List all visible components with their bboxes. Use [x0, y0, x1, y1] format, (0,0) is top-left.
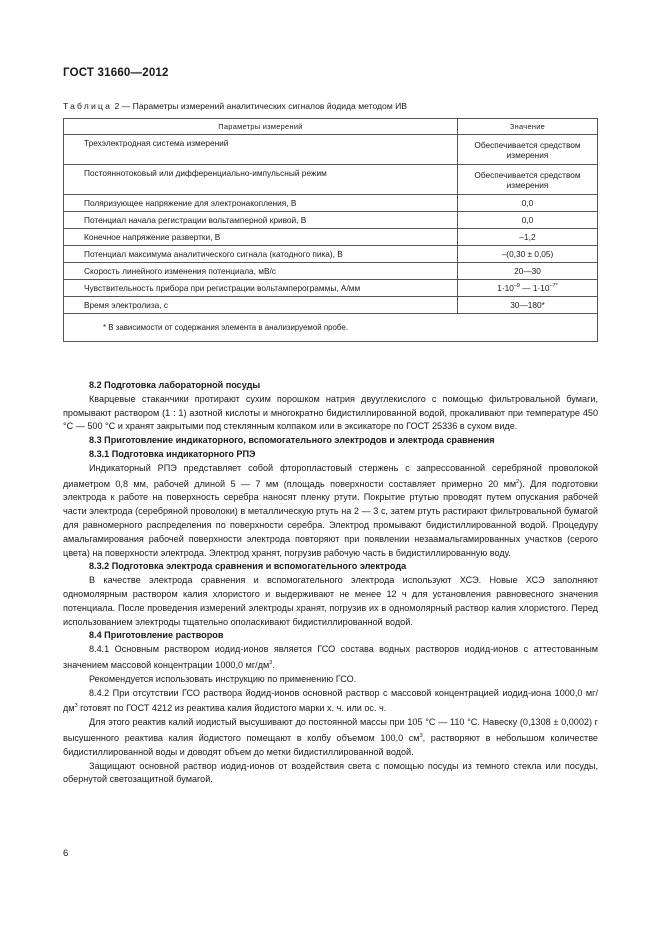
value-part: — 1·10: [519, 283, 550, 293]
superscript: 2: [516, 478, 520, 485]
column-header-params: Параметры измерений: [64, 119, 458, 135]
section-heading: 8.2 Подготовка лабораторной посуды: [89, 380, 261, 390]
section-heading: 8.4 Приготовление растворов: [89, 630, 224, 641]
table-row: [64, 229, 598, 246]
text-run: 8.4.2 При отсутствии ГСО раствора йодид-ионов основной раствор с массовой концентрацией иодид-иона 1000,0 мг/дм: [63, 687, 598, 714]
param-cell: Чувствительность прибора при регистрации вольтамперограммы, А/мм: [64, 280, 458, 297]
param-cell: Трехэлектродная система измерений: [64, 135, 458, 165]
table-row: [64, 297, 598, 314]
value-cell: Обеспечивается средством измерения: [458, 165, 598, 195]
param-cell: Потенциал максимума аналитического сигнала (катодного пика), В: [64, 246, 458, 263]
param-cell: Время электролиза, с: [64, 297, 458, 314]
table-row: [64, 165, 598, 195]
table-row: [64, 280, 598, 297]
paragraph: [63, 462, 598, 561]
text-run: ). Для подготовки электрода к работе на поверхность серебра наносят пленку ртути. Покрытие ртутью проводят путем опускания рабочей части электрода (серебряной проволоки) в металлическую ртуть на 2 — 3 с, затем ртуть растирают фильтровальной бумагой для равномерного распределения по поверхности серебра. Электрод промывают бидистиллированной водой. Процедуру амальгамирования рабочей поверхности электрода повторяют при появлении незаамальгамированных участков (серого цвета) на поверхности электрода. Электрод хранят, погрузив рабочую часть в бидистиллированную воду.: [63, 478, 598, 558]
table-row: [64, 135, 598, 165]
table-caption: [63, 101, 407, 111]
text-run: Для этого реактив калий иодистый высушивают до постоянной массы при 105 °С — 110 °С. Навеску (0,1308 ± 0,0002) г высушенного реактива калия йодистого помещают в колбу объемом 100,0 см: [63, 717, 598, 744]
paragraph: Кварцевые стаканчики протирают сухим порошком натрия двууглекислого с помощью фильтровальной бумаги, промывают раствором (1 : 1) азотной кислоты и многократно бидистиллированной водой, прокаливают при температуре 450 °С — 500 °С и хранят закрытыми под стеклянным колпаком или в эксикаторе по ГОСТ 25336 в сухом виде.: [63, 393, 598, 432]
paragraph: [63, 643, 598, 673]
value-cell: 20—30: [458, 263, 598, 280]
subsection-heading: 8.3.2 Подготовка электрода сравнения и вспомогательного электрода: [89, 561, 407, 572]
paragraph: [63, 716, 598, 759]
value-footnote-mark: *: [555, 283, 558, 290]
value-cell: 0,0: [458, 212, 598, 229]
table-caption-text: 2 — Параметры измерений аналитических сигналов йодида методом ИВ: [114, 101, 408, 111]
value-cell: 30—180*: [458, 297, 598, 314]
param-cell: Скорость линейного изменения потенциала, мВ/с: [64, 263, 458, 280]
param-cell: Постояннотоковый или дифференциально-импульсный режим: [64, 165, 458, 195]
paragraph: Защищают основной раствор иодид-ионов от воздействия света с помощью посуды из темного стекла или посуды, обернутой светозащитной бумагой.: [63, 760, 598, 785]
param-cell: Потенциал начала регистрации вольтамперной кривой, В: [64, 212, 458, 229]
table-row: [64, 246, 598, 263]
column-header-value: Значение: [458, 119, 598, 135]
table-row: [64, 263, 598, 280]
text-run: , растворяют в небольшом количестве бидистиллированной воды и доводят объем до метки бидистиллированной водой.: [63, 733, 598, 757]
paragraph: В качестве электрода сравнения и вспомогательного электрода используют ХСЭ. Новые ХСЭ заполняют одномолярным раствором калия хлористого и выдерживают не менее 12 ч для установления равновесного значения потенциала. После проведения измерений электроды хранят, погрузив их в одномолярный раствор калия хлористого. Перед использованием электроды тщательно ополаскивают бидистиллированной водой.: [63, 575, 598, 627]
text-run: готовят по ГОСТ 4212 из реактива калия йодистого марки х. ч. или ос. ч.: [77, 703, 387, 714]
subsection-heading: 8.3.1 Подготовка индикаторного РПЭ: [89, 448, 256, 459]
document-header: ГОСТ 31660—2012: [63, 67, 169, 79]
table-footnote-row: [64, 314, 598, 342]
param-cell: Конечное напряжение развертки, В: [64, 229, 458, 246]
value-cell: –(0,30 ± 0,05): [458, 246, 598, 263]
value-cell: [458, 280, 598, 297]
document-body: [63, 379, 598, 787]
value-exponent: –9: [513, 283, 520, 290]
value-cell: 0,0: [458, 195, 598, 212]
page-number: 6: [63, 848, 69, 859]
paragraph: Рекомендуется использовать инструкцию по применению ГСО.: [89, 673, 357, 684]
value-cell: Обеспечивается средством измерения: [458, 135, 598, 165]
value-cell: –1,2: [458, 229, 598, 246]
text-run: 8.4.1 Основным раствором иодид-ионов является ГСО состава водных растворов иодид-ионов с аттестованным значением массовой концентрации 1000,0 мг/дм: [63, 644, 598, 670]
parameters-table: [63, 118, 598, 342]
superscript: 3: [74, 703, 78, 710]
text-run: Индикаторный РПЭ представляет собой фторопластовый стержень с запрессованной серебряной проволокой диаметром 0,8 мм, рабочей длиной 5 — 7 мм (площадь поверхности составляет примерно 20 мм: [63, 462, 598, 489]
table-row: [64, 195, 598, 212]
table-caption-prefix: Таблица: [63, 101, 113, 111]
table-footnote: * В зависимости от содержания элемента в анализируемой пробе.: [64, 314, 598, 342]
param-cell: Поляризующее напряжение для электронакопления, В: [64, 195, 458, 212]
superscript: 3: [269, 659, 273, 666]
table-row: [64, 212, 598, 229]
paragraph: [63, 687, 598, 717]
value-part: 1·10: [497, 283, 514, 293]
value-exponent: –7: [549, 283, 556, 290]
section-heading: 8.3 Приготовление индикаторного, вспомогательного электродов и электрода сравнения: [89, 435, 495, 446]
superscript: 3: [419, 733, 423, 740]
text-run: .: [272, 660, 275, 670]
